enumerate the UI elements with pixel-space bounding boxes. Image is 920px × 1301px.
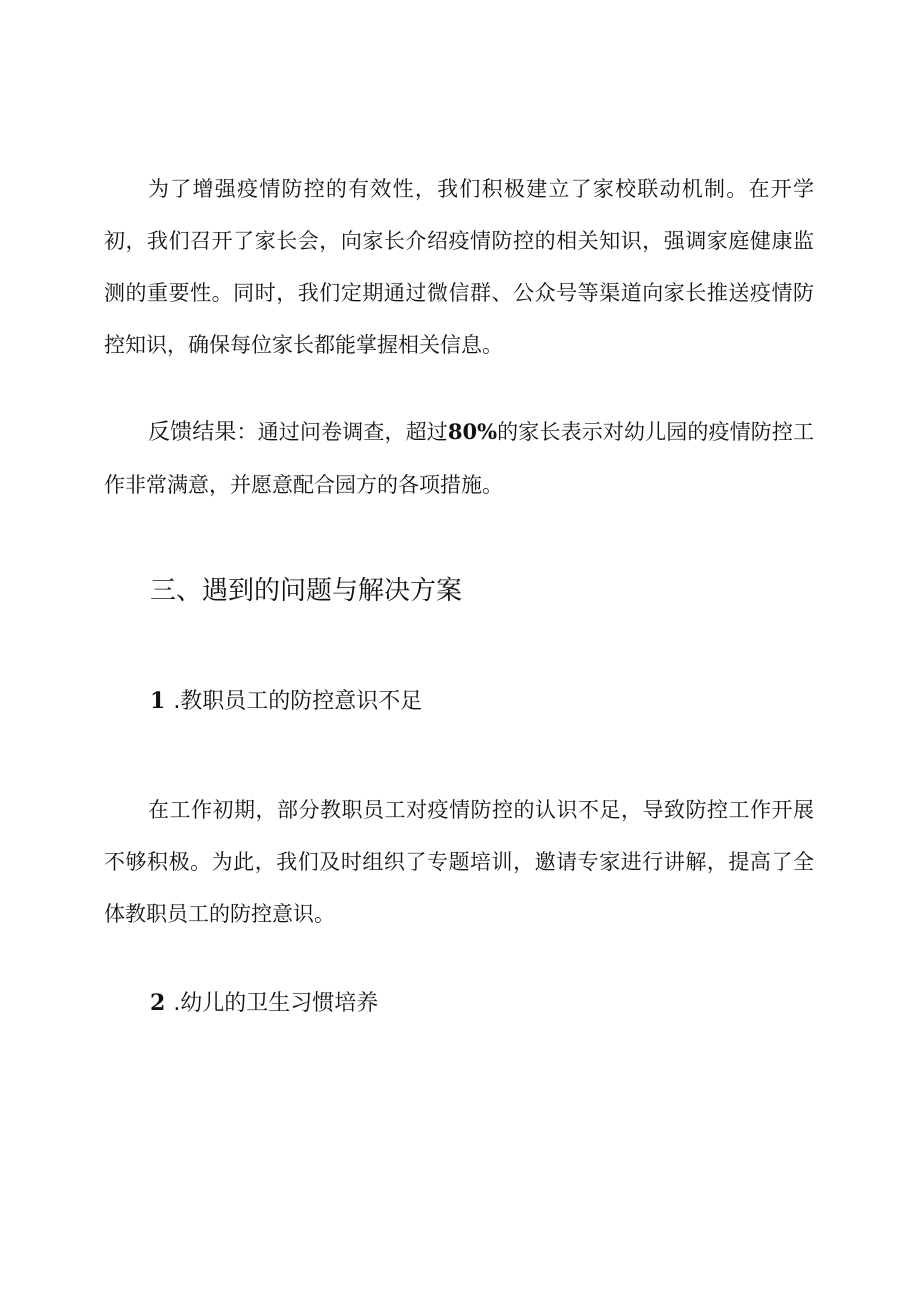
subsection-2-number: 2 [150,990,166,1016]
subsection-1-title: .教职员工的防控意识不足 [173,689,423,714]
subsection-2-heading [150,986,378,1017]
subsection-1-heading [150,684,422,715]
feedback-text-after: 的家长表示对幼儿园的疫情防控工作非常满意，并愿意配合园方的各项措施。 [104,420,815,497]
home-school-mechanism-paragraph: 为了增强疫情防控的有效性，我们积极建立了家校联动机制。在开学初，我们召开了家长会，向家长介绍疫情防控的相关知识，强调家庭健康监测的重要性。同时，我们定期通过微信群、公众号等渠道向家长推送疫情防控知识，确保每位家长都能掌握相关信息。 [104,177,814,357]
subsection-1-body: 在工作初期，部分教职员工对疫情防控的认识不足，导致防控工作开展不够积极。为此，我们及时组织了专题培训，邀请专家进行讲解，提高了全体教职员工的防控意识。 [104,798,814,926]
feedback-text-before: 通过问卷调查，超过 [257,420,448,444]
subsection-2-title: .幼儿的卫生习惯培养 [173,991,379,1016]
section-three-title: 三、遇到的问题与解决方案 [150,576,463,606]
feedback-label: 反馈结果 [148,420,237,445]
feedback-percent: 80% [447,419,498,444]
subsection-1-number: 1 [150,688,166,714]
feedback-result-paragraph [104,406,814,511]
feedback-colon: ： [236,420,258,444]
